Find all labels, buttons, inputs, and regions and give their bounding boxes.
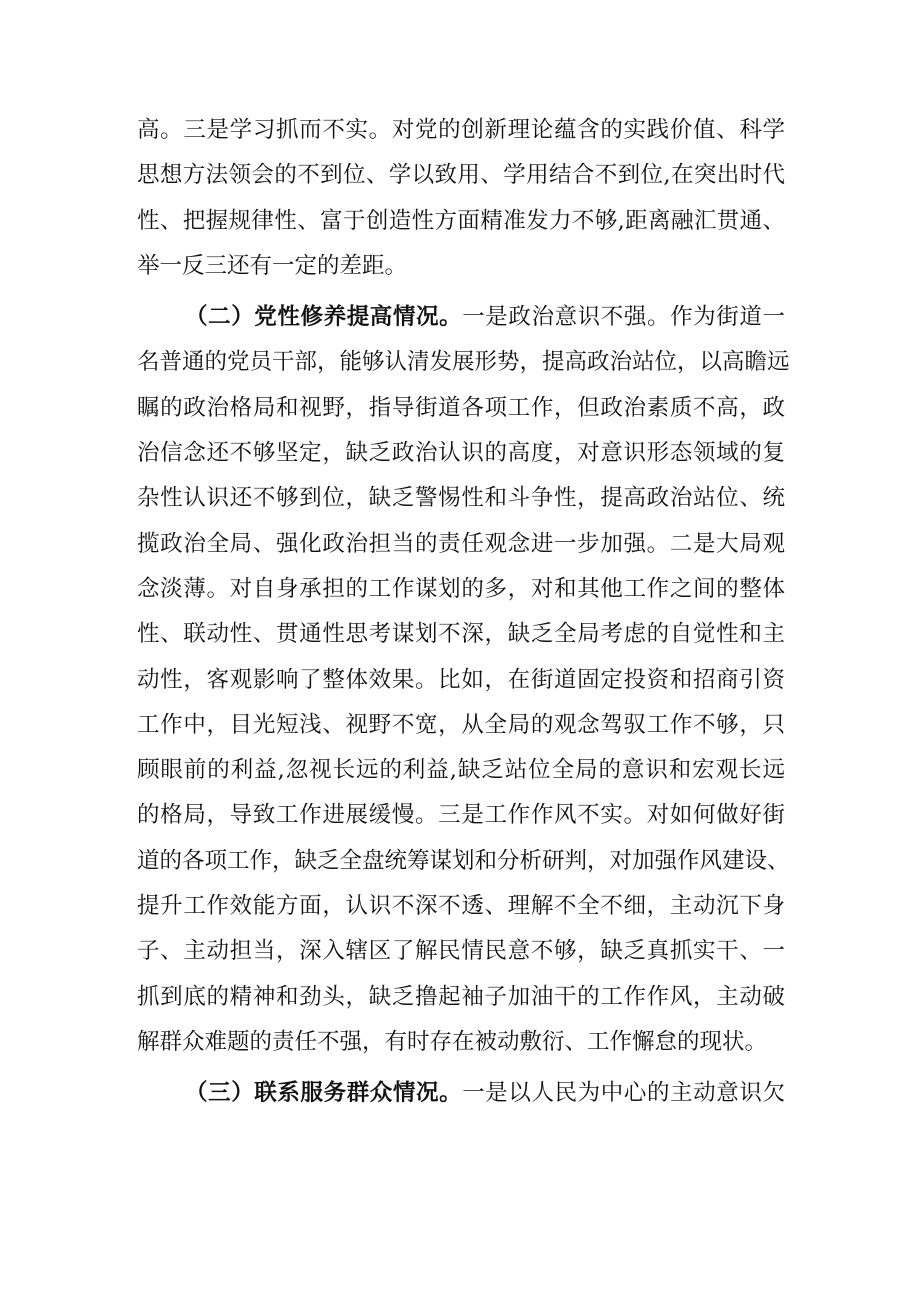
text-line: 杂性认识还不够到位，缺乏警惕性和斗争性，提高政治站位、统 [137,485,785,512]
text-line: 工作中，目光短浅、视野不宽，从全局的观念驾驭工作不够，只 [137,711,785,738]
text-line: 揽政治全局、强化政治担当的责任观念进一步加强。二是大局观 [137,530,785,557]
text-line: 子、主动担当，深入辖区了解民情民意不够，缺乏真抓实干、一 [137,938,785,965]
paragraph-study [137,108,785,289]
text-line: 名普通的党员干部，能够认清发展形势，提高政治站位，以高瞻远 [137,349,790,376]
text-line: 性、联动性、贯通性思考谋划不深，缺乏全局考虑的自觉性和主 [137,621,785,648]
text-line: 解群众难题的责任不强，有时存在被动敷衍、工作懈怠的现状。 [137,1028,768,1055]
text-run: 一是以人民为中心的主动意识欠 [462,1080,785,1107]
text-line: 顾眼前的利益,忽视长远的利益,缺乏站位全局的意识和宏观长远 [137,757,785,784]
paragraph-serving-masses [137,1071,785,1116]
text-line: 举一反三还有一定的差距。 [137,252,408,279]
text-line: 瞩的政治格局和视野，指导街道各项工作，但政治素质不高，政 [137,394,785,421]
text-line: 抓到底的精神和劲头，缺乏撸起袖子加油干的工作作风，主动破 [137,983,785,1010]
text-line: 高。三是学习抓而不实。对党的创新理论蕴含的实践价值、科学 [137,117,785,143]
paragraph-party-spirit [137,295,790,1065]
text-line: 治信念还不够坚定，缺乏政治认识的高度，对意识形态领域的复 [137,440,785,467]
paragraph-first-line [137,295,785,340]
section-heading: （二）党性修养提高情况。 [185,304,463,331]
text-run: 一是政治意识不强。作为街道一 [462,304,785,331]
text-line: 思想方法领会的不到位、学以致用、学用结合不到位,在突出时代 [137,162,785,189]
text-line: 性、把握规律性、富于创造性方面精准发力不够,距离融汇贯通、 [137,207,785,234]
document-page [137,108,790,1117]
text-line: 提升工作效能方面，认识不深不透、理解不全不细，主动沉下身 [137,893,785,920]
text-line: 动性，客观影响了整体效果。比如，在街道固定投资和招商引资 [137,666,785,693]
text-line: 念淡薄。对自身承担的工作谋划的多，对和其他工作之间的整体 [137,575,785,602]
text-line: 的格局，导致工作进展缓慢。三是工作作风不实。对如何做好街 [137,802,785,829]
paragraph-first-line [137,1071,785,1116]
text-line: 道的各项工作，缺乏全盘统筹谋划和分析研判，对加强作风建设、 [137,847,790,874]
section-heading: （三）联系服务群众情况。 [185,1080,463,1107]
